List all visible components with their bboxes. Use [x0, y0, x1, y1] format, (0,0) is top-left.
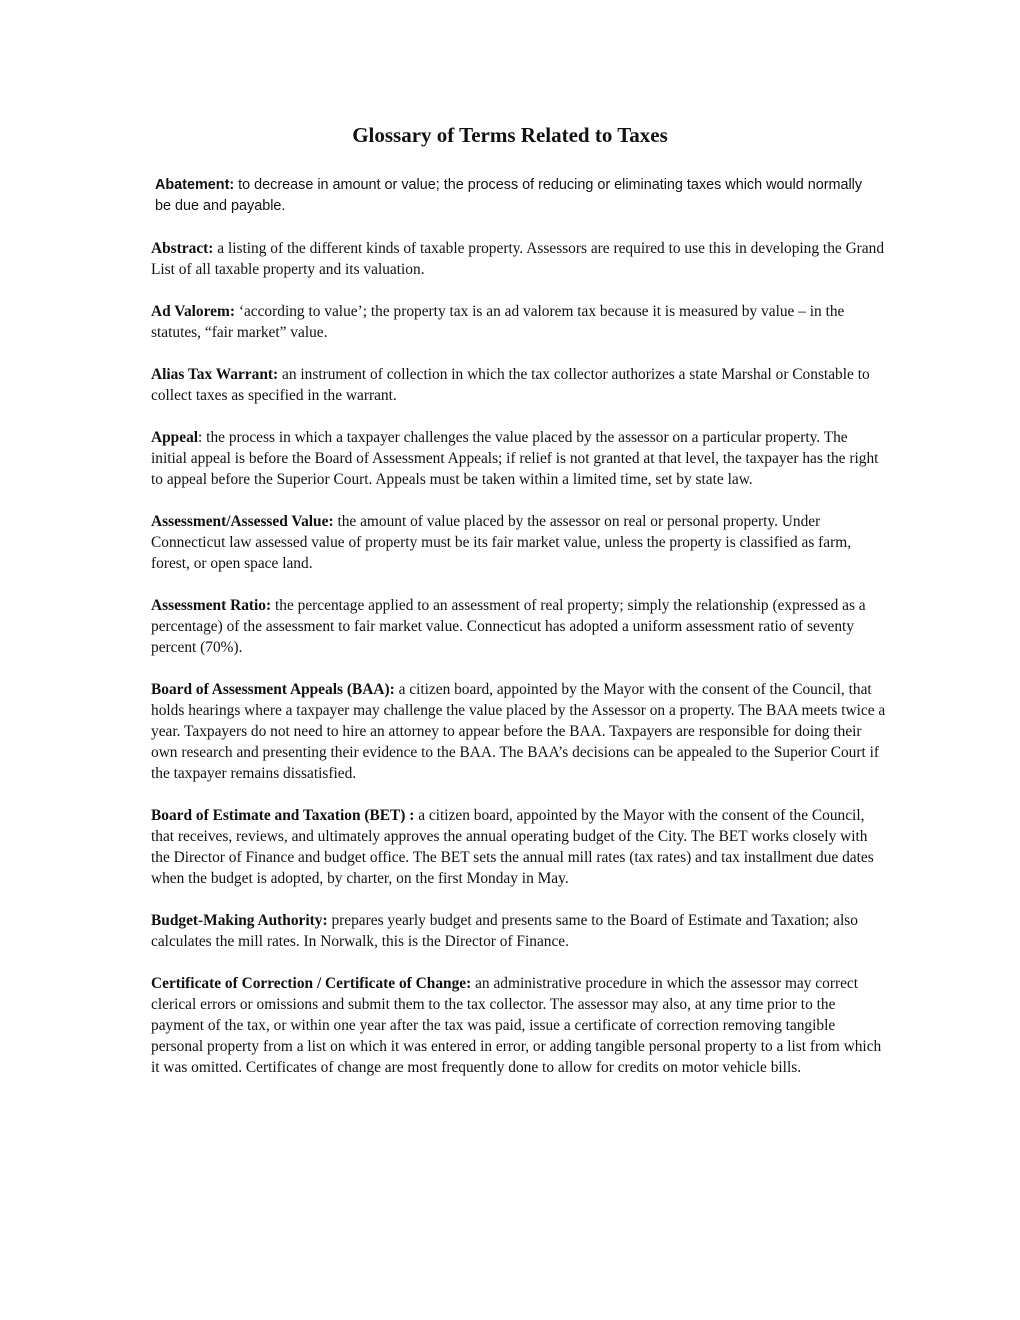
glossary-entry-abatement	[155, 175, 880, 217]
glossary-entry-appeal	[151, 427, 886, 490]
entry-definition: a citizen board, appointed by the Mayor with the consent of the Council, that receives, reviews, and ultimately approves the annual operating budget of the City. The BET works closely with the Director of Finance and budget office. The BET sets the annual mill rates (tax rates) and tax installment due dates when the budget is adopted, by charter, on the first Monday in May.	[151, 807, 874, 887]
entry-definition: prepares yearly budget and presents same to the Board of Estimate and Taxation; also calculates the mill rates. In Norwalk, this is the Director of Finance.	[151, 912, 858, 950]
entry-definition: : the process in which a taxpayer challenges the value placed by the assessor on a particular property. The initial appeal is before the Board of Assessment Appeals; if relief is not granted at that level, the taxpayer has the right to appeal before the Superior Court. Appeals must be taken within a limited time, set by state law.	[151, 429, 879, 488]
glossary-entry-assessed-value	[151, 511, 886, 574]
glossary-entry-bet	[151, 805, 886, 889]
glossary-entry-budget-making-authority	[151, 910, 886, 952]
entry-definition: a citizen board, appointed by the Mayor with the consent of the Council, that holds hearings where a taxpayer may challenge the value placed by the Assessor on a property. The BAA meets twice a year. Taxpayers do not need to hire an attorney to appear before the BAA. Taxpayers are responsible for doing their own research and presenting their evidence to the BAA. The BAA’s decisions can be appealed to the Superior Court if the taxpayer remains dissatisfied.	[151, 681, 886, 782]
entry-definition: a listing of the different kinds of taxable property. Assessors are required to use this in developing the Grand List of all taxable property and its valuation.	[151, 240, 885, 278]
glossary-entry-ad-valorem	[151, 301, 886, 343]
entry-term: Certificate of Correction / Certificate of Change:	[151, 975, 472, 992]
entry-term: Assessment/Assessed Value:	[151, 513, 334, 530]
entry-term: Alias Tax Warrant:	[151, 366, 279, 383]
entry-definition: to decrease in amount or value; the process of reducing or eliminating taxes which would normally be due and payable.	[155, 177, 863, 214]
entry-term: Ad Valorem:	[151, 303, 235, 320]
entry-term: Assessment Ratio:	[151, 597, 272, 614]
entry-definition: an administrative procedure in which the assessor may correct clerical errors or omissions and submit them to the tax collector. The assessor may also, at any time prior to the payment of the tax, or within one year after the tax was paid, issue a certificate of correction removing tangible personal property from a list on which it was entered in error, or adding tangible personal property to a list from which it was omitted. Certificates of change are most frequently done to allow for credits on motor vehicle bills.	[151, 975, 882, 1076]
glossary-entry-certificate-of-correction	[151, 973, 886, 1078]
entry-term: Abatement:	[155, 177, 235, 193]
glossary-entry-baa	[151, 679, 886, 784]
entry-term: Board of Assessment Appeals (BAA):	[151, 681, 395, 698]
entry-term: Appeal	[151, 429, 199, 446]
entry-definition: the percentage applied to an assessment of real property; simply the relationship (expressed as a percentage) of the assessment to fair market value. Connecticut has adopted a uniform assessment ratio of seventy percent (70%).	[151, 597, 866, 656]
glossary-entry-alias-tax-warrant	[151, 364, 886, 406]
glossary-entry-abstract	[151, 238, 886, 280]
entry-definition: an instrument of collection in which the tax collector authorizes a state Marshal or Constable to collect taxes as specified in the warrant.	[151, 366, 870, 404]
entry-term: Budget-Making Authority:	[151, 912, 328, 929]
entry-term: Board of Estimate and Taxation (BET) :	[151, 807, 415, 824]
entry-definition: ‘according to value’; the property tax is an ad valorem tax because it is measured by value – in the statutes, “fair market” value.	[151, 303, 845, 341]
entry-definition: the amount of value placed by the assessor on real or personal property. Under Connecticut law assessed value of property must be its fair market value, unless the property is classified as farm, forest, or open space land.	[151, 513, 852, 572]
glossary-entry-assessment-ratio	[151, 595, 886, 658]
glossary-list	[151, 238, 886, 1099]
page-title: Glossary of Terms Related to Taxes	[352, 123, 668, 147]
entry-term: Abstract:	[151, 240, 214, 257]
